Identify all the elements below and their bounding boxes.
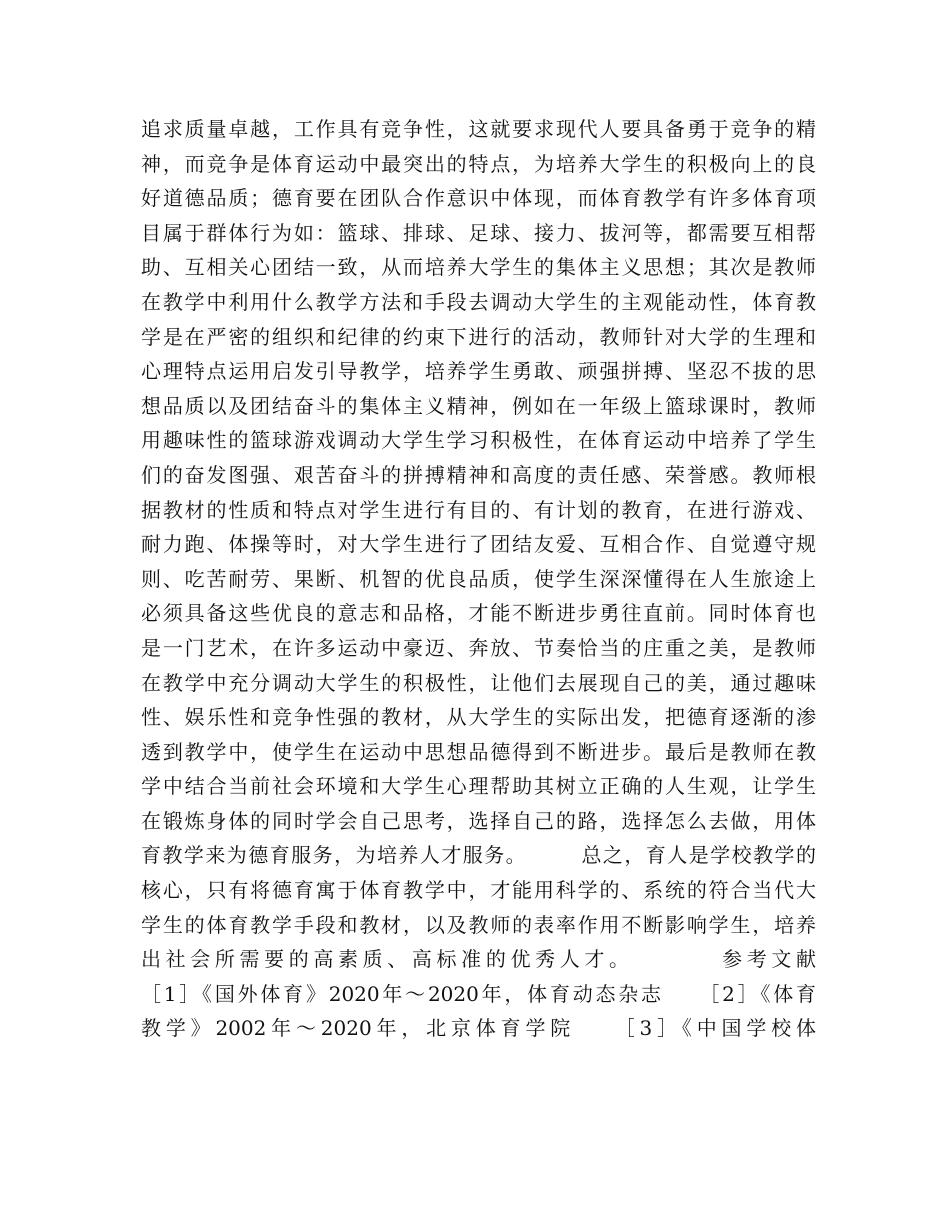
- text-line: 心理特点运用启发引导教学，培养学生勇敢、顽强拼搏、坚忍不拔的思: [141, 359, 816, 384]
- text-line: 必须具备这些优良的意志和品格，才能不断进步勇往直前。同时体育也: [141, 601, 816, 626]
- text-line: 育教学来为德育服务，为培养人才服务。 总之，育人是学校教学的: [141, 843, 816, 868]
- text-line: 想品质以及团结奋斗的集体主义精神，例如在一年级上篮球课时，教师: [141, 393, 816, 418]
- text-line: 们的奋发图强、艰苦奋斗的拼搏精神和高度的责任感、荣誉感。教师根: [141, 462, 816, 487]
- text-line: 追求质量卓越，工作具有竞争性，这就要求现代人要具备勇于竞争的精: [141, 117, 816, 141]
- text-line: 在锻炼身体的同时学会自己思考，选择自己的路，选择怎么去做，用体: [141, 808, 816, 833]
- text-line: 耐力跑、体操等时，对大学生进行了团结友爱、互相合作、自觉遵守规: [141, 532, 816, 557]
- text-line: 好道德品质；德育要在团队合作意识中体现，而体育教学有许多体育项: [141, 186, 816, 211]
- text-line: 在教学中充分调动大学生的积极性，让他们去展现自己的美，通过趣味: [141, 670, 816, 695]
- text-line: 学生的体育教学手段和教材，以及教师的表率作用不断影响学生，培养: [141, 912, 816, 937]
- text-line: 是一门艺术，在许多运动中豪迈、奔放、节奏恰当的庄重之美，是教师: [141, 635, 816, 660]
- text-line: 则、吃苦耐劳、果断、机智的优良品质，使学生深深懂得在人生旅途上: [141, 566, 816, 591]
- reference-line: 教学》2002年～2020年，北京体育学院 ［3］《中国学校体: [141, 1016, 816, 1041]
- text-line: 在教学中利用什么教学方法和手段去调动大学生的主观能动性，体育教: [141, 289, 816, 314]
- text-line: 核心，只有将德育寓于体育教学中，才能用科学的、系统的符合当代大: [141, 878, 816, 903]
- references-heading-line: 出社会所需要的高素质、高标准的优秀人才。 参考文献: [141, 947, 816, 972]
- text-line: 性、娱乐性和竞争性强的教材，从大学生的实际出发，把德育逐渐的渗: [141, 705, 816, 730]
- reference-line: ［1］《国外体育》2020年～2020年，体育动态杂志 ［2］《体育: [141, 981, 816, 1006]
- text-line: 助、互相关心团结一致，从而培养大学生的集体主义思想；其次是教师: [141, 255, 816, 280]
- text-line: 目属于群体行为如：篮球、排球、足球、接力、拔河等，都需要互相帮: [141, 220, 816, 245]
- text-line: 学中结合当前社会环境和大学生心理帮助其树立正确的人生观，让学生: [141, 774, 816, 799]
- text-line: 据教材的性质和特点对学生进行有目的、有计划的教育，在进行游戏、: [141, 497, 816, 522]
- text-line: 用趣味性的篮球游戏调动大学生学习积极性，在体育运动中培养了学生: [141, 428, 816, 453]
- text-line: 学是在严密的组织和纪律的约束下进行的活动，教师针对大学的生理和: [141, 324, 816, 349]
- text-line: 神，而竞争是体育运动中最突出的特点，为培养大学生的积极向上的良: [141, 151, 816, 176]
- body-text: [141, 112, 816, 1046]
- text-line: 透到教学中，使学生在运动中思想品德得到不断进步。最后是教师在教: [141, 739, 816, 764]
